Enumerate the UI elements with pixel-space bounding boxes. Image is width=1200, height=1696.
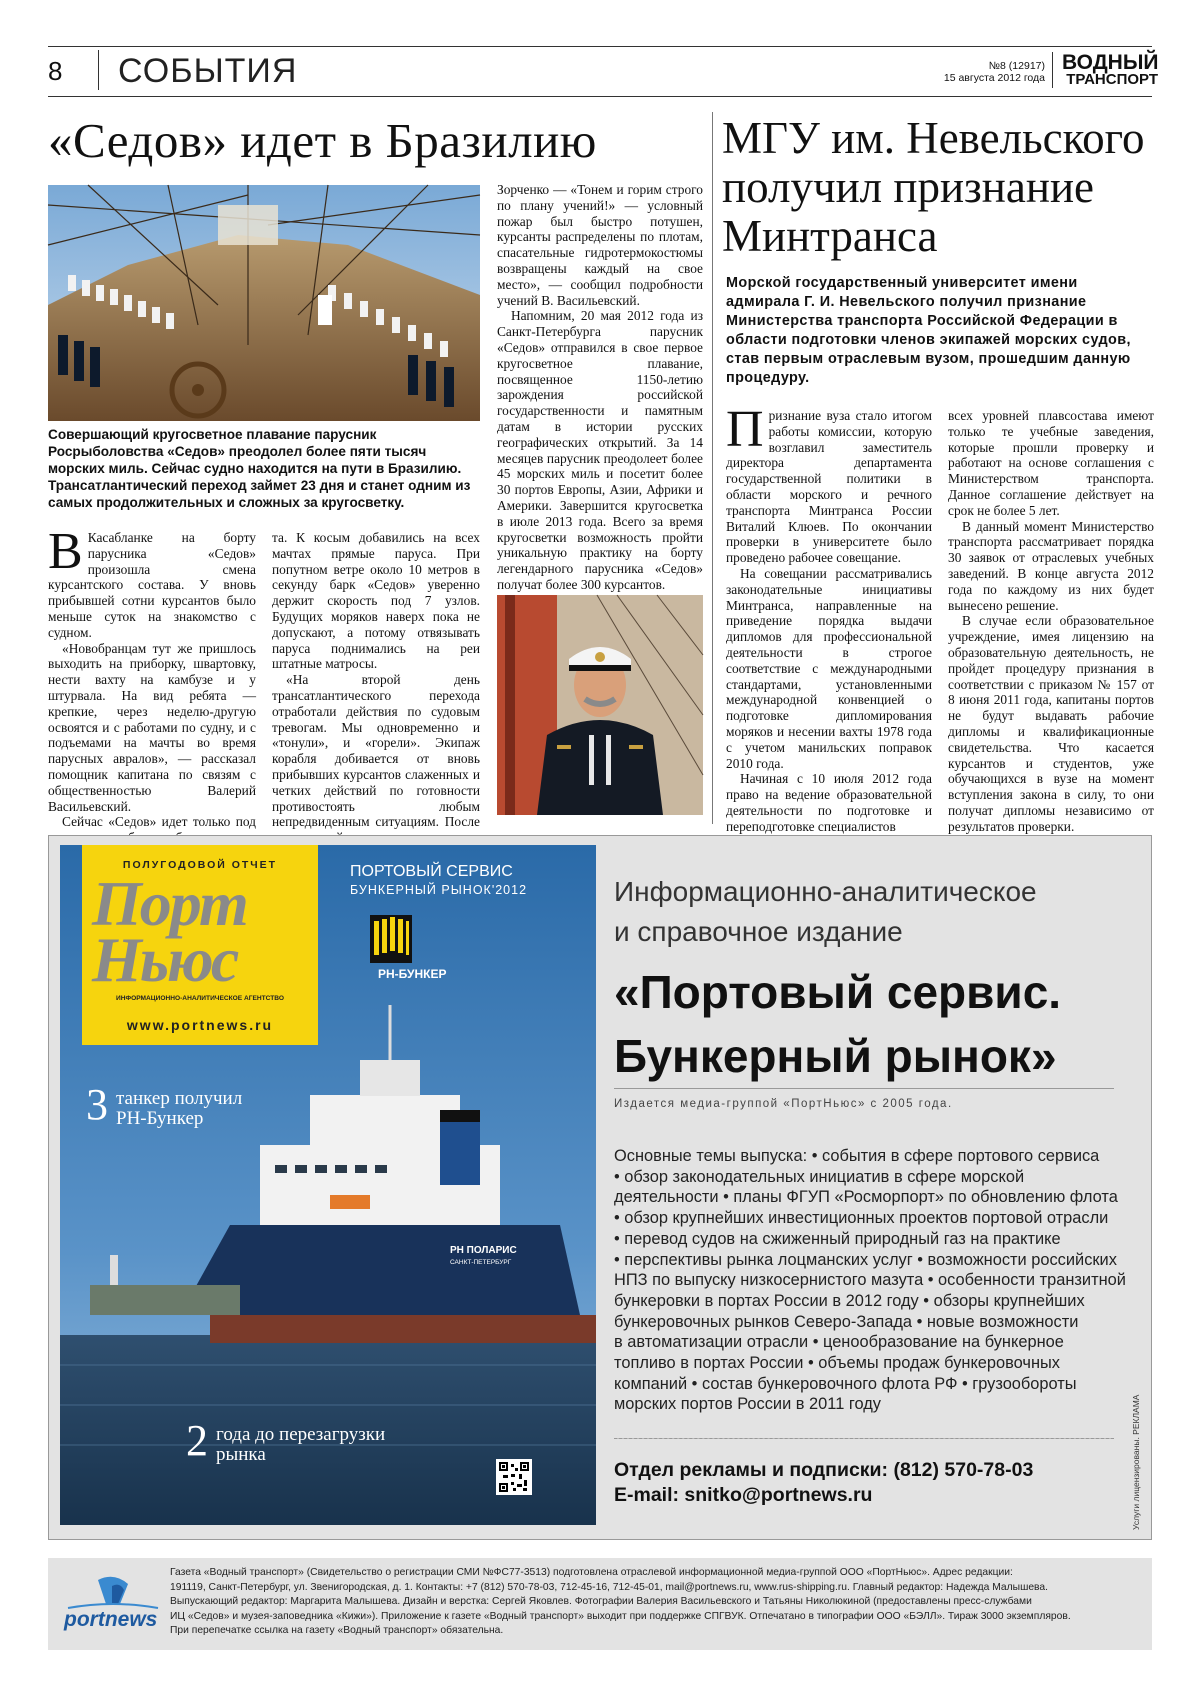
cover-headline-2a: года до перезагрузки: [216, 1424, 386, 1445]
portnews-logo-text: portnews: [64, 1608, 158, 1631]
ad-topic-line: деятельности • планы ФГУП «Росморпорт» по обновлению флота: [614, 1188, 1118, 1207]
article2-dropcap: П: [726, 401, 764, 458]
cover-headline-2b: рынка: [216, 1444, 266, 1465]
article2-paragraph: Начиная с 10 июля 2012 года право на ведение образовательной деятельности по подготовке и переподготовке специалистов: [726, 771, 932, 834]
ad-title-line-1: «Портовый сервис.: [614, 966, 1062, 1018]
imprint-text: [170, 1566, 1145, 1639]
ad-intro-line-1: Информационно-аналитическое: [614, 876, 1037, 907]
ad-phone: Отдел рекламы и подписки: (812) 570-78-03: [614, 1459, 1034, 1481]
captain-photo: [497, 595, 703, 815]
article2-paragraph: всех уровней плавсостава имеют только те учебные заведения, которые прошли проверку и работают на основе соглашения с Министерством транспорта. Данное соглашение действует на срок не более 5 лет.: [948, 408, 1154, 518]
article2-column-1: [726, 401, 932, 834]
article1-paragraph: «Новобранцам тут же пришлось выходить на приборку, швартовку, нести вахту на камбузе и у штурвала. На вид ребята — крепкие, через неделю-другую освоятся и с работами по судну, и с подъемами на мачты во время парусных авралов», — рассказал помощник капитана по связям с общественностью Валерий Васильевский.: [48, 640, 256, 814]
article1-paragraph: та. К косым добавились на всех мачтах прямые паруса. При попутном ветре около 10 метров в секунду барк «Седов» уверенно держит скорость под 7 узлов. Будущих моряков наверх пока не допускают, а потому отвязывать паруса поднимались на реи штатные матросы.: [272, 530, 480, 672]
article1-paragraph: Зорченко — «Тонем и горим строго по плану учений!» — условный пожар был быстро потушен, курсанты распределены по плотам, спасательные гидротермокостюмы возвращены каждый на свое место», — сообщил подробности учений В. Васильевский.: [497, 182, 703, 308]
report-label: ПОЛУГОДОВОЙ ОТЧЕТ: [122, 859, 278, 871]
article2-paragraph: На совещании рассматривались законодательные инициативы Минтранса, направленные на приведение порядка выдачи дипломов для профессиональной деятельности в строгое соответствие с международными стандартами, установленными международной конвенцией о подготовке дипломирования моряков и несении вахты 1978 года с учетом манильских поправок 2010 года.: [726, 565, 932, 771]
ad-topic-line: • обзор крупнейших инвестиционных проектов портовой отрасли: [614, 1209, 1109, 1228]
article2-headline: МГУ им. Невельского получил признание Минтранса: [722, 113, 1145, 261]
rn-bunker-label: РН-БУНКЕР: [378, 967, 447, 981]
ad-rule-2: [614, 1438, 1114, 1439]
ad-title: [614, 960, 1061, 1088]
ad-intro: [614, 872, 1037, 952]
ad-intro-line-2: и справочное издание: [614, 916, 903, 947]
page-number: 8: [48, 56, 63, 86]
ad-topic-line: бункеровочных рынков Северо-Запада • новые возможности: [614, 1312, 1079, 1331]
article1-column-3: [497, 182, 703, 592]
article1-paragraph: Сейчас «Седов» идет только под: [62, 814, 256, 830]
ad-topic-line: Основные темы выпуска: • события в сфере портового сервиса: [614, 1147, 1100, 1165]
imprint-line: 191119, Санкт-Петербург, ул. Звенигородская, д. 1. Контакты: +7 (812) 570-78-03, 712-45-16, 712-45-01, mail@portnews.ru, www.rus-shipping.ru. Главный редактор: Надежда Малышева.: [170, 1581, 1048, 1593]
captain-image: [497, 595, 703, 815]
magazine-cover: [60, 845, 596, 1525]
imprint-line: Выпускающий редактор: Маргарита Малышева. Дизайн и верстка: Сергей Яковлев. Фотографии Валерия Васильевского и Татьяны Николюкиной (предоставлены пресс-службами: [170, 1596, 1032, 1608]
series-subtitle: БУНКЕРНЫЙ РЫНОК'2012: [350, 883, 528, 897]
ad-topic-line: НПЗ по выпуску низкосернистого мазута • особенности транзитной: [614, 1271, 1126, 1290]
brand-news: Ньюс: [92, 924, 238, 995]
ad-topic-line: морских портов России в 2011 году: [614, 1395, 881, 1414]
logo-line-2: ТРАНСПОРТ: [1066, 71, 1158, 88]
newspaper-logo: [1062, 51, 1159, 88]
issue-number: №8 (12917): [988, 60, 1045, 72]
cover-headline-1b: РН-Бункер: [116, 1108, 204, 1129]
imprint-line: ИЦ «Седов» и музея-заповедника «Кижи»). Приложение к газете «Водный транспорт» выходит при поддержке СПГВУК. Отпечатано в типографии ООО «БЭЛЛ». Тираж 3000 экземпляров.: [170, 1610, 1071, 1622]
logo-divider: [1052, 52, 1053, 88]
cover-headline-1a: танкер получил: [116, 1088, 243, 1109]
ad-license-note: Услуги лицензированы. РЕКЛАМА: [1131, 1394, 1141, 1530]
header-bottom-rule: [48, 96, 1152, 97]
ad-email[interactable]: E-mail: snitko@portnews.ru: [614, 1484, 873, 1506]
article1-headline: «Седов» идет в Бразилию: [48, 113, 597, 168]
header-top-rule: [48, 46, 1152, 47]
section-title: СОБЫТИЯ: [118, 52, 298, 90]
cover-number-2: 2: [186, 1416, 208, 1465]
imprint-line: При перепечатке ссылка на газету «Водный транспорт» обязательна.: [170, 1625, 504, 1637]
article2-paragraph: В случае если образовательное учреждение, имея лицензию на образовательную деятельность, не пройдет процедуру признания в соответствии с приказом № 157 от 8 июня 2011 года, капитаны портов не будут выдавать рабочие дипломы и квалификационные свидетельства. Что касается курсантов и студентов, уже обучающихся в вузе на момент вступления закона в силу, то они получат дипломы независимо от результатов проверки.: [948, 613, 1154, 834]
ad-contact: [614, 1458, 1033, 1508]
ad-publisher: Издается медиа-группой «ПортНьюс» с 2005 года.: [614, 1098, 953, 1110]
article1-paragraph: «На второй день трансатлантического перехода отработали действия по судовым тревогам. Мы одновременно и «тонули», и «горели». Экипаж корабля добивается от вновь прибывших курсантов слаженных и четких действий по готовности противостоять любым непредвиденным ситуациям. После: [272, 672, 480, 830]
ad-topic-line: • обзор законодательных инициатив в сфере морской: [614, 1167, 1025, 1186]
ship-deck-photo: [48, 185, 480, 421]
qr-code-icon: [496, 1459, 532, 1495]
portnews-logo: [58, 1574, 168, 1634]
header-divider: [98, 50, 99, 90]
agency-label: ИНФОРМАЦИОННО-АНАЛИТИЧЕСКОЕ АГЕНТСТВО: [115, 995, 285, 1002]
issue-info: [900, 60, 1045, 84]
series-title: ПОРТОВЫЙ СЕРВИС: [350, 863, 513, 880]
article1-paragraph: Напомним, 20 мая 2012 года из Санкт-Петербурга парусник «Седов» отправился в свое первое кругосветное плавание, посвященное 1150-летию зарождения российской государственности и памятным датам в истории русских географических открытий. За 14 месяцев парусник преодолеет более 45 морских миль и посетит более 30 портов Европы, Азии, Африки и Америки. Завершится кругосветка в июле 2013 года. Всего за время кругосветки возможность пройти уникальную практику на борту легендарного парусника «Седов» получат более 300 курсантов.: [497, 308, 703, 592]
logo-line-1: ВОДНЫЙ: [1062, 51, 1159, 74]
ad-topic-line: • перевод судов на сжиженный природный газ на практике: [614, 1229, 1061, 1248]
ship-port: САНКТ-ПЕТЕРБУРГ: [450, 1259, 512, 1266]
article1-column-1: [48, 523, 256, 830]
article-divider: [712, 112, 713, 824]
article1-dropcap: В: [48, 523, 83, 580]
ship-name: РН ПОЛАРИС: [450, 1245, 517, 1256]
cover-number-1: 3: [86, 1080, 108, 1129]
issue-date: 15 августа 2012 года: [943, 72, 1045, 84]
ad-topic-line: • перспективы рынка лоцманских услуг • возможности российских: [614, 1250, 1117, 1269]
rosneft-icon: [370, 915, 412, 963]
portnews-url: www.portnews.ru: [126, 1017, 274, 1033]
article2-column-2: [948, 408, 1154, 834]
ad-topic-line: топливо в портах России • объемы продаж бункеровочных: [614, 1354, 1060, 1373]
article2-paragraph: В данный момент Министерство транспорта рассматривает порядка 30 заявок от отраслевых учебных заведений. В конце августа 2012 года по каждому из них будет вынесено решение.: [948, 518, 1154, 613]
article2-lead: Морской государственный университет имени адмирала Г. И. Невельского получил признание Министерства транспорта Российской Федерации в области подготовки членов экипажей морских судов, став первым отраслевым вузом, прошедшим данную процедуру.: [726, 275, 1131, 386]
portnews-badge: [82, 845, 318, 1045]
article2-paragraph: ризнание вуза стало итогом работы комиссии, которую возглавил заместитель директора департамента государственной политики в области морского и речного транспорта Минтранса России Виталий Клюев. По окончании проверки в университете было проведено рабочее совещание.: [726, 408, 932, 566]
ad-topic-line: в автоматизации отрасли • ценообразование на бункерное: [614, 1333, 1064, 1352]
ad-title-line-2: Бункерный рынок»: [614, 1030, 1057, 1082]
imprint-line: Газета «Водный транспорт» (Свидетельство о регистрации СМИ №ФС77-3513) подготовлена отраслевой информационной медиа-группой ООО «ПортНьюс». Адрес редакции:: [170, 1567, 1013, 1578]
article1-paragraph: Касабланке на борту парусника «Седов» произошла смена курсантского состава. У вновь прибывшей сотни курсантов было меньше суток на знакомство с судном.: [48, 530, 256, 640]
ad-topics: [614, 1146, 1154, 1415]
article1-column-2: [272, 530, 480, 830]
ad-topic-line: бункеровки в портах России в 2012 году • обзоры крупнейших: [614, 1291, 1085, 1310]
article1-caption: Совершающий кругосветное плавание парусник Росрыболовства «Седов» преодолел более пяти тысяч морских миль. Сейчас судно находится на пути в Бразилию. Трансатлантический переход займет 23 дня и станет одним из самых продолжительных и сложных за кругосветку.: [48, 427, 471, 510]
brand-port: Порт: [92, 868, 247, 939]
ship-deck-image: [48, 185, 480, 421]
ad-topic-line: компаний • состав бункеровочного флота РФ • грузообороты: [614, 1374, 1077, 1393]
ad-rule-1: [614, 1088, 1114, 1089]
